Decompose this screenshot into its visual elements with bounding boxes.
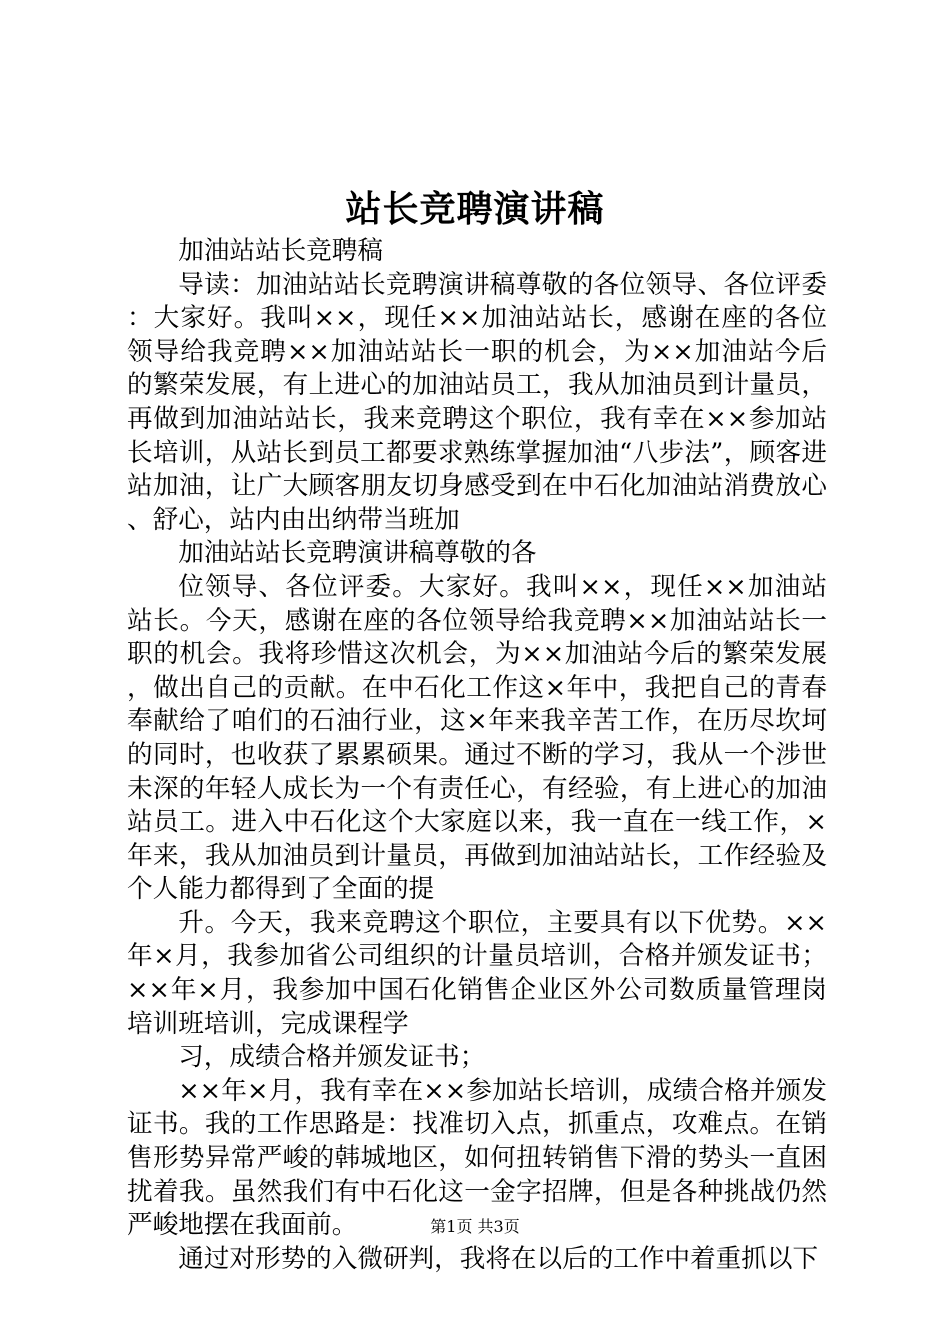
page-number-footer: 第1页 共3页: [430, 1217, 520, 1236]
paragraph: 导读：加油站站长竞聘演讲稿尊敬的各位领导、各位评委：大家好。我叫××，现任××加油站站长，感谢在座的各位领导给我竞聘××加油站站长一职的机会，为××加油站今后的繁荣发展，有上进心的加油站员工，我从加油员到计量员，再做到加油站站长，我来竞聘这个职位，我有幸在××参加站长培训，从站长到员工都要求熟练掌握加油“八步法”，顾客进站加油，让广大顾客朋友切身感受到在中石化加油站消费放心、舒心，站内由出纳带当班加: [127, 269, 827, 535]
paragraph: 加油站站长竞聘稿: [178, 236, 383, 266]
paragraph: ××年×月，我有幸在××参加站长培训，成绩合格并颁发证书。我的工作思路是：找准切入点，抓重点，攻难点。在销售形势异常严峻的韩城地区，如何扭转销售下滑的势头一直困扰着我。虽然我们有中石化这一金字招牌，但是各种挑战仍然严峻地摆在我面前。: [127, 1075, 827, 1241]
paragraph: 位领导、各位评委。大家好。我叫××，现任××加油站站长。今天，感谢在座的各位领导给我竞聘××加油站站长一职的机会。我将珍惜这次机会，为××加油站今后的繁荣发展，做出自己的贡献。在中石化工作这×年中，我把自己的青春奉献给了咱们的石油行业，这×年来我辛苦工作，在历尽坎坷的同时，也收获了累累硕果。通过不断的学习，我从一个涉世未深的年轻人成长为一个有责任心，有经验，有上进心的加油站员工。进入中石化这个大家庭以来，我一直在一线工作，×年来，我从加油员到计量员，再做到加油站站长，工作经验及个人能力都得到了全面的提: [127, 571, 827, 905]
document-body: [127, 235, 827, 1276]
paragraph: 习，成绩合格并颁发证书；: [178, 1042, 486, 1073]
paragraph: 升。今天，我来竞聘这个职位，主要具有以下优势。××年×月，我参加省公司组织的计量员培训，合格并颁发证书；××年×月，我参加中国石化销售企业区外公司数质量管理岗培训班培训，完成课程学: [127, 907, 827, 1039]
paragraph: 加油站站长竞聘演讲稿尊敬的各: [178, 538, 537, 569]
document-title: 站长竞聘演讲稿: [345, 188, 605, 230]
paragraph: 通过对形势的入微研判，我将在以后的工作中着重抓以下: [178, 1243, 819, 1274]
